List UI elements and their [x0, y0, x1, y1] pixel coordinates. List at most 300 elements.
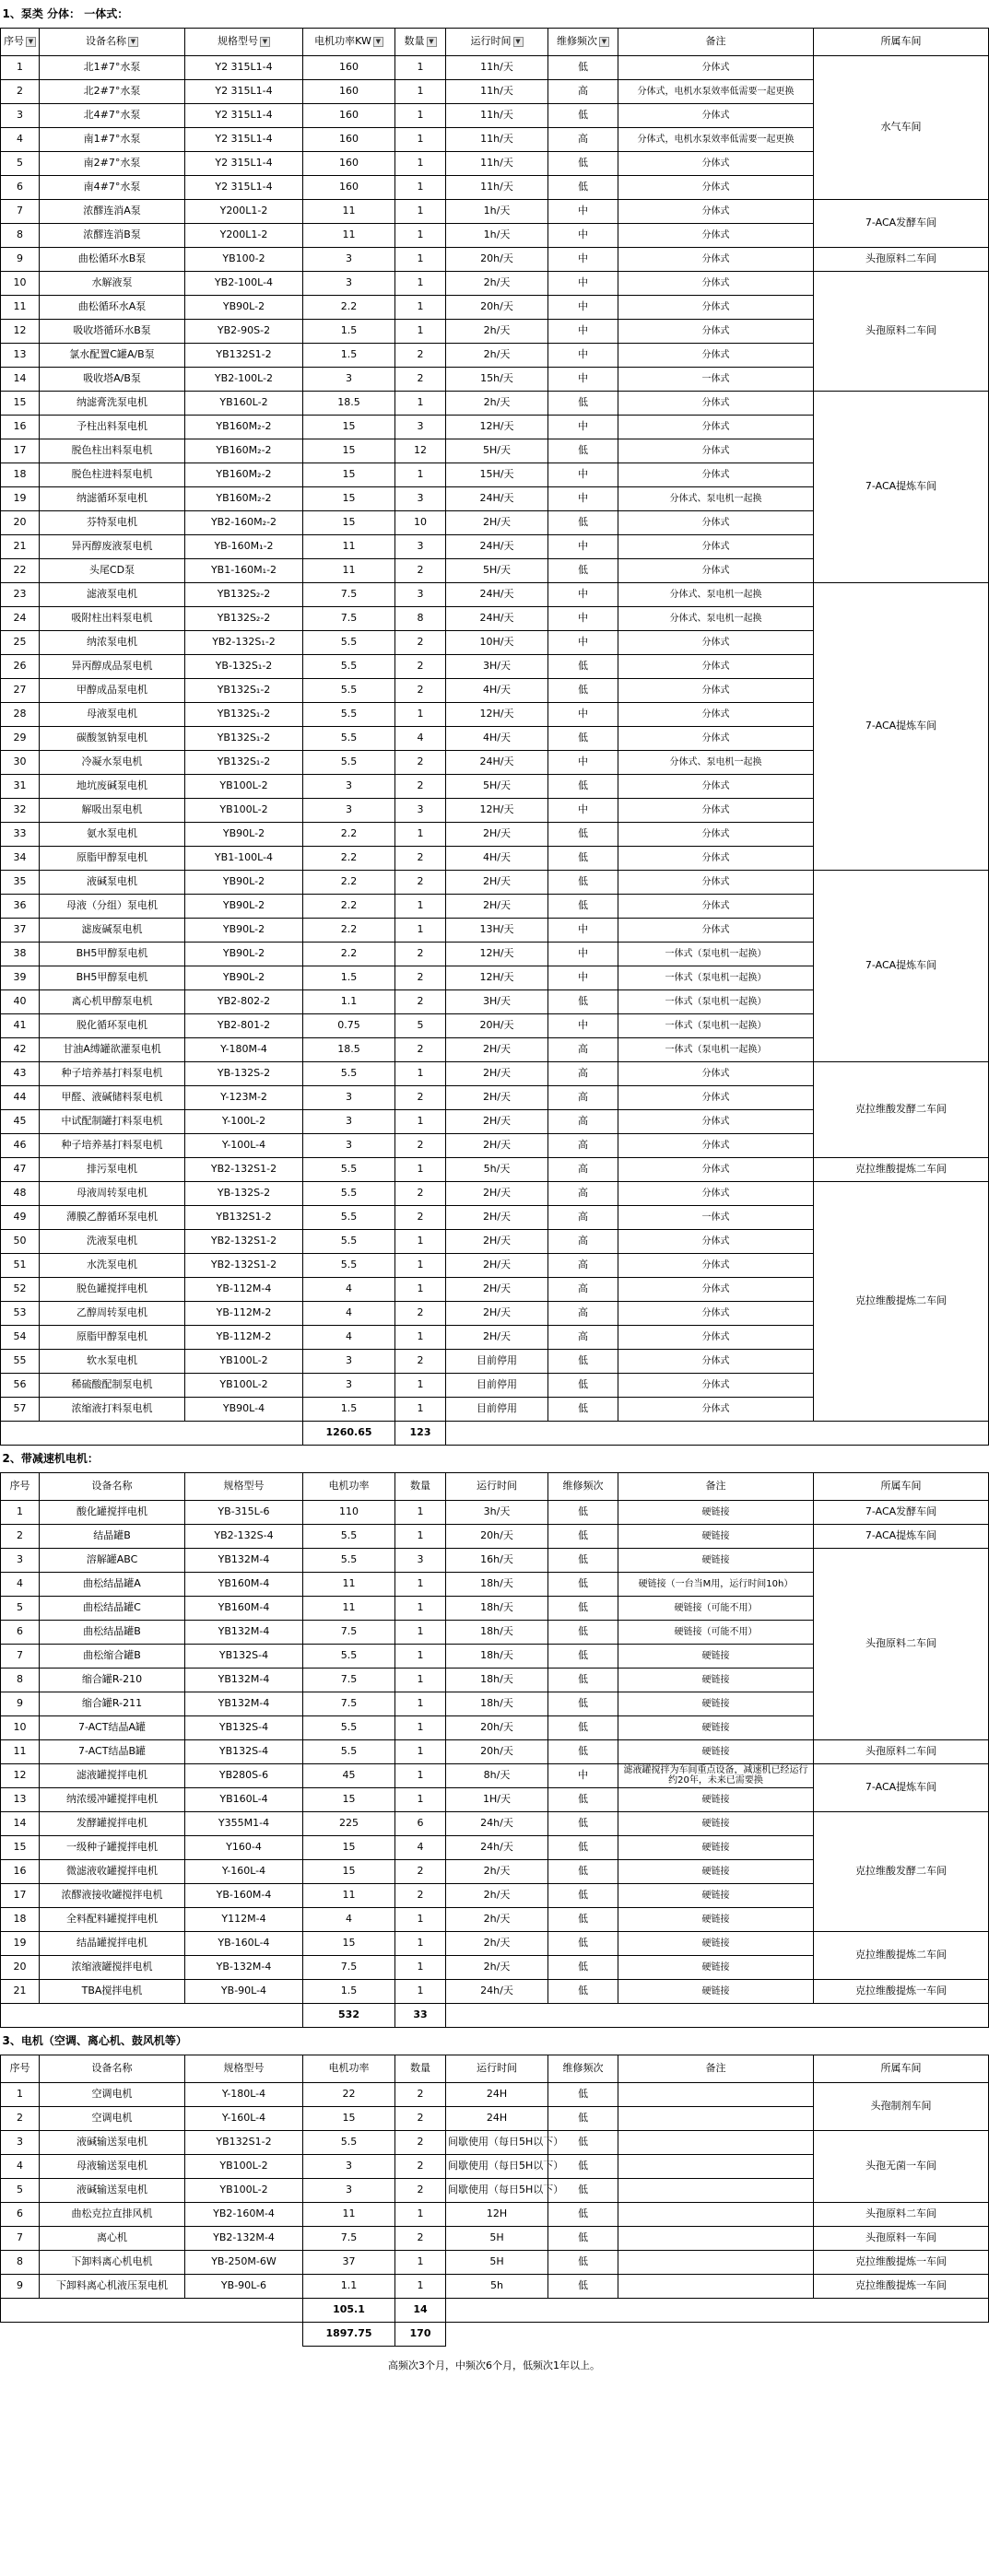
cell-remark: 分体式 — [618, 415, 814, 439]
cell-name: 北1#7°水泵 — [40, 55, 185, 79]
cell-remark: 硬链接（可能不用） — [618, 1596, 814, 1620]
header-row — [1, 28, 989, 55]
cell-model: Y-180M-4 — [185, 1037, 303, 1061]
cell-seq: 8 — [1, 2250, 40, 2274]
cell-power: 3 — [303, 247, 395, 271]
cell-runtime: 2h/天 — [446, 391, 548, 415]
cell-qty: 2 — [395, 966, 446, 989]
table-row — [1, 2202, 989, 2226]
cell-repair-freq: 低 — [548, 1373, 618, 1397]
cell-qty: 2 — [395, 1205, 446, 1229]
cell-repair-freq: 低 — [548, 2106, 618, 2130]
column-header: 电机功率 — [303, 1472, 395, 1500]
cell-name: 溶解罐ABC — [40, 1548, 185, 1572]
cell-qty: 1 — [395, 1157, 446, 1181]
cell-repair-freq: 高 — [548, 79, 618, 103]
column-header: 运行时间 — [446, 1472, 548, 1500]
cell-remark: 一体式（泵电机一起换） — [618, 1013, 814, 1037]
cell-power: 11 — [303, 2202, 395, 2226]
cell-runtime: 18h/天 — [446, 1692, 548, 1715]
cell-repair-freq: 低 — [548, 822, 618, 846]
cell-runtime: 目前停用 — [446, 1397, 548, 1421]
cell-qty: 1 — [395, 199, 446, 223]
cell-qty: 3 — [395, 582, 446, 606]
table-row — [1, 870, 989, 894]
cell-qty: 6 — [395, 1811, 446, 1835]
table-row — [1, 1061, 989, 1085]
table-row — [1, 1979, 989, 2003]
cell-repair-freq: 中 — [548, 367, 618, 391]
cell-seq: 11 — [1, 295, 40, 319]
cell-name: BH5甲醇泵电机 — [40, 942, 185, 966]
cell-seq: 26 — [1, 654, 40, 678]
cell-runtime: 24H/天 — [446, 534, 548, 558]
cell-power: 4 — [303, 1301, 395, 1325]
cell-seq: 9 — [1, 2274, 40, 2298]
cell-name: 母液泵电机 — [40, 702, 185, 726]
cell-qty: 1 — [395, 175, 446, 199]
cell-seq: 5 — [1, 1596, 40, 1620]
cell-runtime: 目前停用 — [446, 1373, 548, 1397]
cell-power: 160 — [303, 151, 395, 175]
cell-seq: 7 — [1, 1644, 40, 1668]
cell-seq: 6 — [1, 175, 40, 199]
cell-repair-freq: 低 — [548, 391, 618, 415]
cell-model: YB100L-2 — [185, 1349, 303, 1373]
cell-seq: 20 — [1, 510, 40, 534]
cell-repair-freq: 中 — [548, 247, 618, 271]
cell-runtime: 间歇使用（每日5H以下） — [446, 2130, 548, 2154]
cell-model: YB2-90S-2 — [185, 319, 303, 343]
cell-power: 4 — [303, 1277, 395, 1301]
cell-model: YB90L-2 — [185, 822, 303, 846]
cell-power: 3 — [303, 1133, 395, 1157]
cell-power: 15 — [303, 463, 395, 486]
cell-seq: 1 — [1, 2082, 40, 2106]
cell-name: 空调电机 — [40, 2082, 185, 2106]
cell-name: 种子培养基打料泵电机 — [40, 1061, 185, 1085]
cell-runtime: 1H/天 — [446, 1787, 548, 1811]
cell-runtime: 2H/天 — [446, 894, 548, 918]
cell-runtime: 2H/天 — [446, 1061, 548, 1085]
cell-runtime: 3h/天 — [446, 1500, 548, 1524]
cell-power: 18.5 — [303, 391, 395, 415]
cell-repair-freq: 中 — [548, 319, 618, 343]
cell-qty: 1 — [395, 1907, 446, 1931]
cell-remark: 硬链接 — [618, 1644, 814, 1668]
cell-qty: 1 — [395, 223, 446, 247]
cell-runtime: 4H/天 — [446, 678, 548, 702]
cell-power: 3 — [303, 798, 395, 822]
cell-remark: 分体式 — [618, 846, 814, 870]
cell-runtime: 2h/天 — [446, 319, 548, 343]
cell-qty: 1 — [395, 1325, 446, 1349]
cell-workshop: 头孢制剂车间 — [814, 2082, 989, 2130]
cell-power: 7.5 — [303, 582, 395, 606]
cell-qty: 1 — [395, 2202, 446, 2226]
subtotal-row — [1, 2298, 989, 2322]
cell-model: YB160L-4 — [185, 1787, 303, 1811]
cell-repair-freq: 高 — [548, 1133, 618, 1157]
cell-name: 异丙醇废液泵电机 — [40, 534, 185, 558]
cell-runtime: 2h/天 — [446, 1931, 548, 1955]
cell-name: 滤液泵电机 — [40, 582, 185, 606]
table-row — [1, 582, 989, 606]
cell-remark: 分体式 — [618, 510, 814, 534]
cell-model: YB132S₁-2 — [185, 726, 303, 750]
cell-runtime: 5H/天 — [446, 774, 548, 798]
cell-model: YB100-2 — [185, 247, 303, 271]
cell-power: 5.5 — [303, 2130, 395, 2154]
cell-qty: 2 — [395, 1859, 446, 1883]
cell-name: 全料配料罐搅拌电机 — [40, 1907, 185, 1931]
cell-remark — [618, 2178, 814, 2202]
cell-remark: 分体式 — [618, 175, 814, 199]
cell-remark: 分体式 — [618, 151, 814, 175]
cell-seq: 30 — [1, 750, 40, 774]
table-row — [1, 1548, 989, 1572]
cell-name: 纳浓缓冲罐搅拌电机 — [40, 1787, 185, 1811]
cell-runtime: 12H — [446, 2202, 548, 2226]
cell-power: 5.5 — [303, 1739, 395, 1763]
cell-remark: 分体式 — [618, 822, 814, 846]
cell-repair-freq: 中 — [548, 295, 618, 319]
cell-repair-freq: 低 — [548, 439, 618, 463]
cell-model: YB132S1-2 — [185, 2130, 303, 2154]
cell-name: 缩合罐R-211 — [40, 1692, 185, 1715]
cell-power: 4 — [303, 1907, 395, 1931]
cell-remark: 分体式 — [618, 1277, 814, 1301]
cell-repair-freq: 低 — [548, 1955, 618, 1979]
header-row — [1, 2055, 989, 2082]
cell-power: 2.2 — [303, 918, 395, 942]
cell-name: 滤废碱泵电机 — [40, 918, 185, 942]
cell-repair-freq: 中 — [548, 463, 618, 486]
cell-runtime: 5H/天 — [446, 439, 548, 463]
cell-qty: 1 — [395, 391, 446, 415]
cell-remark: 硬链接 — [618, 1907, 814, 1931]
column-header — [185, 28, 303, 55]
cell-seq: 10 — [1, 271, 40, 295]
cell-model: YB132S₂-2 — [185, 582, 303, 606]
cell-repair-freq: 中 — [548, 1763, 618, 1787]
cell-model: YB132S-4 — [185, 1739, 303, 1763]
cell-name: 解吸出泵电机 — [40, 798, 185, 822]
cell-qty: 2 — [395, 367, 446, 391]
cell-remark: 分体式 — [618, 391, 814, 415]
cell-seq: 16 — [1, 415, 40, 439]
cell-runtime: 5H — [446, 2250, 548, 2274]
cell-remark: 分体式 — [618, 726, 814, 750]
cell-runtime: 11h/天 — [446, 127, 548, 151]
cell-seq: 48 — [1, 1181, 40, 1205]
cell-power: 5.5 — [303, 1205, 395, 1229]
cell-seq: 36 — [1, 894, 40, 918]
table-row — [1, 2130, 989, 2154]
cell-name: 曲松结晶罐A — [40, 1572, 185, 1596]
cell-repair-freq: 低 — [548, 726, 618, 750]
cell-seq: 50 — [1, 1229, 40, 1253]
cell-runtime: 20h/天 — [446, 247, 548, 271]
cell-seq: 27 — [1, 678, 40, 702]
cell-repair-freq: 高 — [548, 1301, 618, 1325]
cell-model: YB-90L-6 — [185, 2274, 303, 2298]
cell-power: 2.2 — [303, 822, 395, 846]
cell-remark: 分体式 — [618, 1181, 814, 1205]
cell-repair-freq: 中 — [548, 630, 618, 654]
table-row — [1, 2250, 989, 2274]
cell-runtime: 24H — [446, 2082, 548, 2106]
cell-remark: 一体式（泵电机一起换） — [618, 989, 814, 1013]
filter-dropdown-icon[interactable]: ▼ — [128, 37, 138, 47]
cell-model: YB90L-2 — [185, 942, 303, 966]
cell-power: 5.5 — [303, 1548, 395, 1572]
filter-dropdown-icon[interactable]: ▼ — [513, 37, 524, 47]
cell-runtime: 15h/天 — [446, 367, 548, 391]
cell-remark: 一体式（泵电机一起换） — [618, 966, 814, 989]
cell-name: TBA搅拌电机 — [40, 1979, 185, 2003]
cell-power: 1.1 — [303, 989, 395, 1013]
cell-remark: 分体式 — [618, 894, 814, 918]
cell-power: 22 — [303, 2082, 395, 2106]
filter-dropdown-icon[interactable]: ▼ — [373, 37, 383, 47]
cell-name: 北4#7°水泵 — [40, 103, 185, 127]
cell-qty: 3 — [395, 415, 446, 439]
cell-name: 母液（分组）泵电机 — [40, 894, 185, 918]
cell-qty: 1 — [395, 1277, 446, 1301]
cell-runtime: 间歇使用（每日5H以下） — [446, 2178, 548, 2202]
cell-power: 160 — [303, 175, 395, 199]
cell-seq: 9 — [1, 247, 40, 271]
cell-workshop: 克拉维酸提炼二车间 — [814, 1181, 989, 1421]
cell-qty: 3 — [395, 1548, 446, 1572]
cell-name: 南4#7°水泵 — [40, 175, 185, 199]
cell-repair-freq: 低 — [548, 989, 618, 1013]
cell-seq: 43 — [1, 1061, 40, 1085]
cell-model: YB160M₂-2 — [185, 486, 303, 510]
cell-power: 7.5 — [303, 606, 395, 630]
cell-qty: 2 — [395, 558, 446, 582]
cell-qty: 1 — [395, 463, 446, 486]
cell-repair-freq: 低 — [548, 846, 618, 870]
cell-power: 3 — [303, 1349, 395, 1373]
cell-remark: 分体式 — [618, 774, 814, 798]
cell-runtime: 2H/天 — [446, 1301, 548, 1325]
cell-model: Y2 315L1-4 — [185, 79, 303, 103]
filter-dropdown-icon[interactable]: ▼ — [26, 37, 36, 47]
cell-repair-freq: 中 — [548, 942, 618, 966]
cell-qty: 1 — [395, 1109, 446, 1133]
cell-model: YB100L-2 — [185, 774, 303, 798]
cell-runtime: 24h/天 — [446, 1811, 548, 1835]
cell-qty: 2 — [395, 1133, 446, 1157]
cell-power: 225 — [303, 1811, 395, 1835]
cell-qty: 8 — [395, 606, 446, 630]
cell-name: 母液周转泵电机 — [40, 1181, 185, 1205]
cell-runtime: 24H/天 — [446, 582, 548, 606]
section-title: 1、泵类 分体： 一体式： — [2, 6, 129, 20]
cell-qty: 1 — [395, 1715, 446, 1739]
cell-model: Y-180L-4 — [185, 2082, 303, 2106]
cell-runtime: 20h/天 — [446, 1524, 548, 1548]
cell-workshop: 水气车间 — [814, 55, 989, 199]
cell-model: YB160M₂-2 — [185, 463, 303, 486]
cell-power: 3 — [303, 271, 395, 295]
cell-qty: 1 — [395, 1644, 446, 1668]
cell-seq: 37 — [1, 918, 40, 942]
column-header: 序号 — [1, 2055, 40, 2082]
cell-qty: 1 — [395, 1500, 446, 1524]
cell-workshop: 7-ACA提炼车间 — [814, 391, 989, 582]
cell-remark — [618, 2250, 814, 2274]
filter-dropdown-icon[interactable]: ▼ — [260, 37, 270, 47]
cell-repair-freq: 中 — [548, 918, 618, 942]
cell-name: 浓缩液罐搅拌电机 — [40, 1955, 185, 1979]
subtotal-qty: 33 — [395, 2003, 446, 2027]
cell-runtime: 5H — [446, 2226, 548, 2250]
table-row — [1, 1763, 989, 1787]
cell-workshop: 克拉维酸发酵二车间 — [814, 1811, 989, 1931]
cell-power: 15 — [303, 1859, 395, 1883]
cell-repair-freq: 低 — [548, 510, 618, 534]
cell-power: 1.5 — [303, 343, 395, 367]
cell-name: 北2#7°水泵 — [40, 79, 185, 103]
cell-name: 碳酸氢钠泵电机 — [40, 726, 185, 750]
cell-power: 1.5 — [303, 966, 395, 989]
cell-name: 脱色罐搅拌电机 — [40, 1277, 185, 1301]
cell-model: Y112M-4 — [185, 1907, 303, 1931]
column-header: 序号 — [1, 1472, 40, 1500]
cell-runtime: 2H/天 — [446, 1181, 548, 1205]
column-header-label: 维修频次 — [557, 35, 597, 47]
cell-name: 软水泵电机 — [40, 1349, 185, 1373]
cell-model: YB-132S-2 — [185, 1181, 303, 1205]
cell-seq: 40 — [1, 989, 40, 1013]
cell-repair-freq: 低 — [548, 654, 618, 678]
cell-qty: 10 — [395, 510, 446, 534]
cell-runtime: 12H/天 — [446, 798, 548, 822]
cell-repair-freq: 低 — [548, 151, 618, 175]
filter-dropdown-icon[interactable]: ▼ — [599, 37, 609, 47]
cell-name: 曲松结晶罐B — [40, 1620, 185, 1644]
cell-workshop: 克拉维酸提炼一车间 — [814, 2274, 989, 2298]
cell-model: YB90L-2 — [185, 894, 303, 918]
cell-repair-freq: 低 — [548, 1715, 618, 1739]
cell-seq: 8 — [1, 223, 40, 247]
cell-remark: 分体式 — [618, 199, 814, 223]
cell-seq: 4 — [1, 1572, 40, 1596]
cell-qty: 2 — [395, 630, 446, 654]
cell-repair-freq: 高 — [548, 1061, 618, 1085]
cell-qty: 1 — [395, 1373, 446, 1397]
cell-runtime: 11h/天 — [446, 151, 548, 175]
cell-qty: 2 — [395, 654, 446, 678]
cell-qty: 3 — [395, 534, 446, 558]
cell-qty: 4 — [395, 726, 446, 750]
cell-power: 160 — [303, 103, 395, 127]
cell-power: 11 — [303, 1572, 395, 1596]
cell-repair-freq: 低 — [548, 1349, 618, 1373]
column-header: 备注 — [618, 2055, 814, 2082]
cell-workshop: 7-ACA提炼车间 — [814, 1524, 989, 1548]
cell-qty: 2 — [395, 1349, 446, 1373]
cell-runtime: 3H/天 — [446, 989, 548, 1013]
blank-cell — [446, 1421, 989, 1445]
cell-qty: 2 — [395, 2226, 446, 2250]
cell-repair-freq: 高 — [548, 1085, 618, 1109]
cell-seq: 7 — [1, 199, 40, 223]
column-header: 维修频次 — [548, 2055, 618, 2082]
table-row — [1, 55, 989, 79]
cell-model: YB160L-2 — [185, 391, 303, 415]
cell-seq: 2 — [1, 2106, 40, 2130]
cell-name: 南2#7°水泵 — [40, 151, 185, 175]
cell-remark: 分体式 — [618, 1349, 814, 1373]
cell-workshop: 头孢原料二车间 — [814, 1739, 989, 1763]
cell-name: 缩合罐R-210 — [40, 1668, 185, 1692]
cell-runtime: 18h/天 — [446, 1596, 548, 1620]
cell-model: YB132S1-2 — [185, 343, 303, 367]
cell-name: 7-ACT结晶B罐 — [40, 1739, 185, 1763]
cell-power: 5.5 — [303, 1181, 395, 1205]
cell-seq: 3 — [1, 1548, 40, 1572]
cell-name: 氯水配置C罐A/B泵 — [40, 343, 185, 367]
cell-qty: 12 — [395, 439, 446, 463]
cell-seq: 1 — [1, 55, 40, 79]
cell-seq: 19 — [1, 486, 40, 510]
cell-model: Y200L1-2 — [185, 199, 303, 223]
cell-workshop: 克拉维酸发酵二车间 — [814, 1061, 989, 1157]
cell-name: 纳浓泵电机 — [40, 630, 185, 654]
cell-model: YB-132M-4 — [185, 1955, 303, 1979]
cell-power: 5.5 — [303, 726, 395, 750]
cell-seq: 14 — [1, 367, 40, 391]
cell-name: 头尾CD泵 — [40, 558, 185, 582]
cell-model: YB-160M-4 — [185, 1883, 303, 1907]
cell-seq: 6 — [1, 1620, 40, 1644]
cell-model: YB132S₁-2 — [185, 678, 303, 702]
cell-seq: 17 — [1, 1883, 40, 1907]
cell-runtime: 24H/天 — [446, 486, 548, 510]
cell-model: Y160-4 — [185, 1835, 303, 1859]
cell-runtime: 20H/天 — [446, 1013, 548, 1037]
cell-power: 2.2 — [303, 870, 395, 894]
table-row — [1, 199, 989, 223]
cell-repair-freq: 中 — [548, 199, 618, 223]
cell-runtime: 4H/天 — [446, 726, 548, 750]
cell-power: 5.5 — [303, 1524, 395, 1548]
cell-seq: 42 — [1, 1037, 40, 1061]
cell-seq: 11 — [1, 1739, 40, 1763]
cell-name: 结晶罐B — [40, 1524, 185, 1548]
cell-repair-freq: 低 — [548, 558, 618, 582]
cell-qty: 1 — [395, 894, 446, 918]
cell-model: YB132S-4 — [185, 1644, 303, 1668]
cell-remark: 分体式 — [618, 870, 814, 894]
cell-runtime: 2H/天 — [446, 1037, 548, 1061]
cell-repair-freq: 高 — [548, 1325, 618, 1349]
cell-remark: 分体式 — [618, 1157, 814, 1181]
cell-model: Y2 315L1-4 — [185, 127, 303, 151]
filter-dropdown-icon[interactable]: ▼ — [427, 37, 437, 47]
cell-runtime: 11h/天 — [446, 103, 548, 127]
cell-name: 吸附柱出料泵电机 — [40, 606, 185, 630]
cell-runtime: 1h/天 — [446, 199, 548, 223]
cell-remark — [618, 2106, 814, 2130]
cell-repair-freq: 低 — [548, 1668, 618, 1692]
cell-power: 5.5 — [303, 1253, 395, 1277]
cell-workshop: 克拉维酸提炼二车间 — [814, 1931, 989, 1979]
